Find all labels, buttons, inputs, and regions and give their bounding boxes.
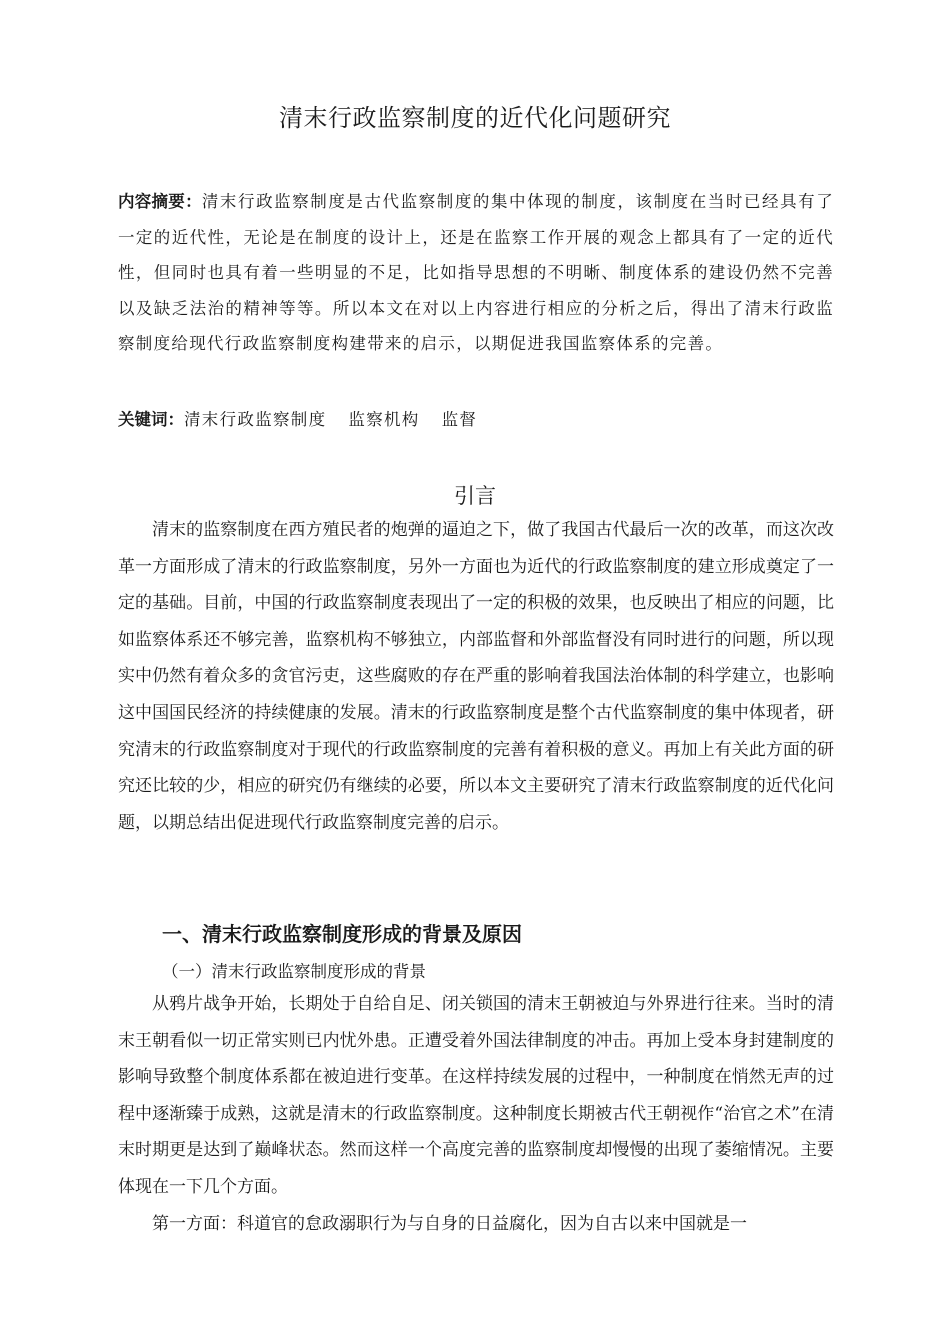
abstract (118, 184, 834, 362)
section-1-paragraph: 从鸦片战争开始，长期处于自给自足、闭关锁国的清末王朝被迫与外界进行往来。当时的清末王朝看似一切正常实则已内忧外患。正遭受着外国法律制度的冲击。再加上受本身封建制度的影响导致整个制度体系都在被迫进行变革。在这样持续发展的过程中，一种制度在悄然无声的过程中逐渐臻于成熟，这就是清末的行政监察制度。这种制度长期被古代王朝视作“治官之术”在清末时期更是达到了巅峰状态。然而这样一个高度完善的监察制度却慢慢的出现了萎缩情况。主要体现在一下几个方面。 (118, 994, 834, 1197)
intro-body (118, 512, 834, 841)
section-1-subheading: （一）清末行政监察制度形成的背景 (162, 962, 426, 981)
keyword-item: 监察机构 (348, 410, 420, 429)
keywords-label: 关键词： (118, 410, 184, 429)
section-1-paragraph: 第一方面：科道官的怠政溺职行为与自身的日益腐化，因为自古以来中国就是一 (152, 1213, 747, 1234)
keywords (118, 406, 834, 430)
document-title: 清末行政监察制度的近代化问题研究 (279, 104, 671, 132)
abstract-text: 清末行政监察制度是古代监察制度的集中体现的制度，该制度在当时已经具有了一定的近代性，无论是在制度的设计上，还是在监察工作开展的观念上都具有了一定的近代性，但同时也具有着一些明显的不足，比如指导思想的不明晰、制度体系的建设仍然不完善以及缺乏法治的精神等等。所以本文在对以上内容进行相应的分析之后，得出了清末行政监察制度给现代行政监察制度构建带来的启示，以期促进我国监察体系的完善。 (118, 192, 835, 353)
intro-heading: 引言 (454, 484, 496, 508)
section-1-heading: 一、清末行政监察制度形成的背景及原因 (162, 922, 522, 946)
section-1-body (118, 986, 834, 1242)
abstract-label: 内容摘要： (118, 192, 202, 211)
keyword-item: 监督 (441, 410, 478, 429)
intro-paragraph: 清末的监察制度在西方殖民者的炮弹的逼迫之下，做了我国古代最后一次的改革，而这次改革一方面形成了清末的行政监察制度，另外一方面也为近代的行政监察制度的建立形成奠定了一定的基础。目前，中国的行政监察制度表现出了一定的积极的效果，也反映出了相应的问题，比如监察体系还不够完善，监察机构不够独立，内部监督和外部监督没有同时进行的问题，所以现实中仍然有着众多的贪官污吏，这些腐败的存在严重的影响着我国法治体制的科学建立，也影响这中国国民经济的持续健康的发展。清末的行政监察制度是整个古代监察制度的集中体现者，研究清末的行政监察制度对于现代的行政监察制度的完善有着积极的意义。再加上有关此方面的研究还比较的少，相应的研究仍有继续的必要，所以本文主要研究了清末行政监察制度的近代化问题，以期总结出促进现代行政监察制度完善的启示。 (118, 520, 834, 833)
keyword-item: 清末行政监察制度 (184, 410, 327, 429)
